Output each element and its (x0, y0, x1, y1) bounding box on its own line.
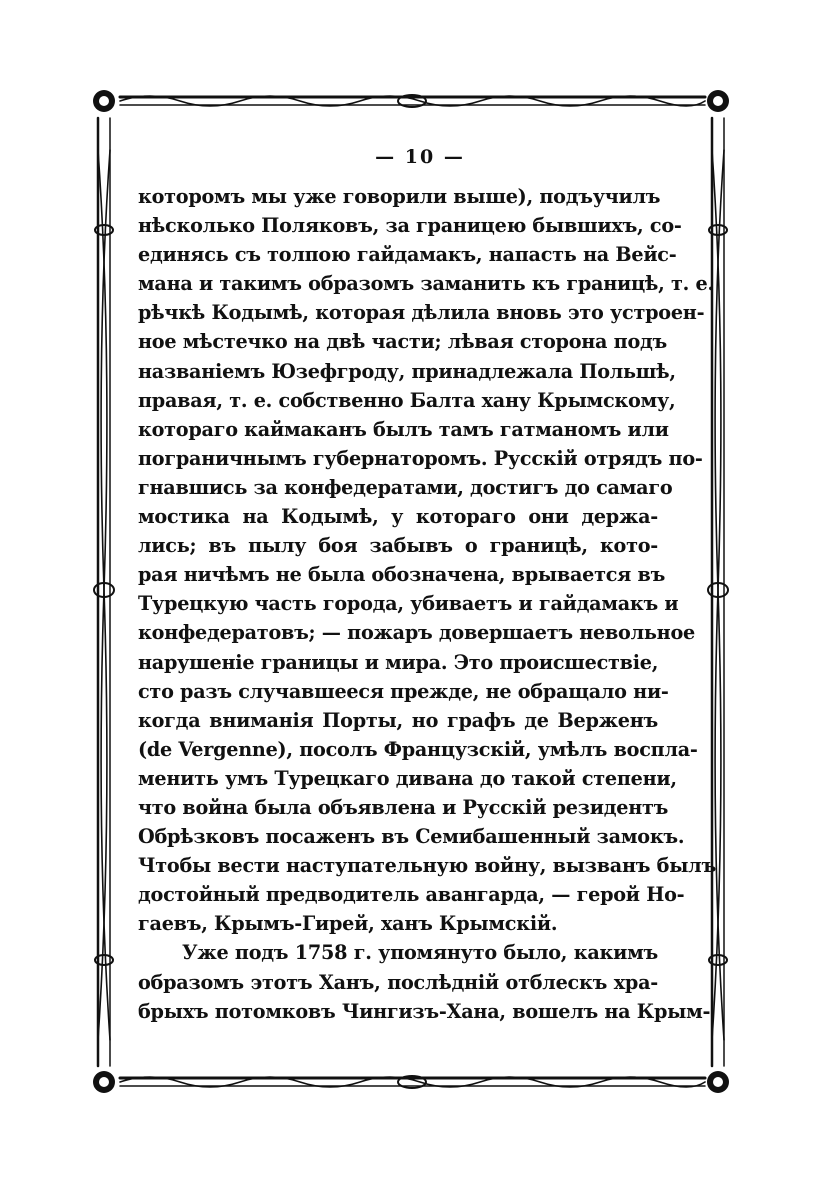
text-line: правая, т. е. собственно Балта хану Крымскому, (138, 388, 676, 412)
text-line: достойный предводитель авангарда, — герой Но- (138, 883, 685, 907)
text-line: мана и такимъ образомъ заманить къ границѣ, т. е. (138, 272, 714, 296)
text-line: рѣчкѣ Кодымѣ, которая дѣлила вновь это устроен- (138, 301, 705, 325)
text-line: (de Vergenne), посолъ Французскій, умѣлъ воспла- (138, 737, 698, 761)
text-line: сто разъ случавшееся прежде, не обращало ни- (138, 679, 669, 703)
text-line: нарушеніе границы и мира. Это происшествіе, (138, 650, 659, 674)
text-line: котораго каймаканъ былъ тамъ гатманомъ или (138, 417, 669, 441)
text-line: менить умъ Турецкаго дивана до такой степени, (138, 766, 677, 790)
text-line: гаевъ, Крымъ-Гирей, ханъ Крымскій. (138, 912, 558, 936)
text-line: которомъ мы уже говорили выше), подъучилъ (138, 185, 661, 208)
text-line: что война была объявлена и Русскій резидентъ (138, 795, 669, 819)
body-text (138, 182, 716, 1026)
text-line: когда вниманія Порты, но графъ де Верженъ (138, 708, 658, 732)
text-line: нѣсколько Поляковъ, за границею бывшихъ, со- (138, 214, 682, 238)
text-line: лись; въ пылу боя забывъ о границѣ, кото- (138, 534, 658, 558)
text-line: мостика на Кодымѣ, у котораго они держа- (138, 505, 658, 529)
text-line: названіемъ Юзефгроду, принадлежала Польшѣ, (138, 359, 676, 383)
text-line: образомъ этотъ Ханъ, послѣдній отблескъ хра- (138, 970, 658, 994)
text-line: Уже подъ 1758 г. упомянуто было, какимъ (182, 941, 658, 965)
text-line: гнавшись за конфедератами, достигъ до самаго (138, 475, 673, 499)
text-line: Турецкую часть города, убиваетъ и гайдамакъ и (138, 592, 679, 616)
page-number: — 10 — (375, 146, 465, 168)
text-line: конфедератовъ; — пожаръ довершаетъ невольное (138, 621, 695, 645)
text-line: единясь съ толпою гайдамакъ, напасть на Вейс- (138, 243, 677, 267)
text-line: брыхъ потомковъ Чингизъ-Хана, вошелъ на Крым- (138, 999, 711, 1023)
text-line: пограничнымъ губернаторомъ. Русскій отрядъ по- (138, 446, 703, 470)
text-line: ное мѣстечко на двѣ части; лѣвая сторона подъ (138, 330, 668, 354)
text-line: рая ничѣмъ не была обозначена, врывается въ (138, 563, 666, 587)
text-line: Чтобы вести наступательную войну, вызванъ былъ (138, 854, 716, 878)
text-line: Обрѣзковъ посаженъ въ Семибашенный замокъ. (138, 825, 685, 849)
